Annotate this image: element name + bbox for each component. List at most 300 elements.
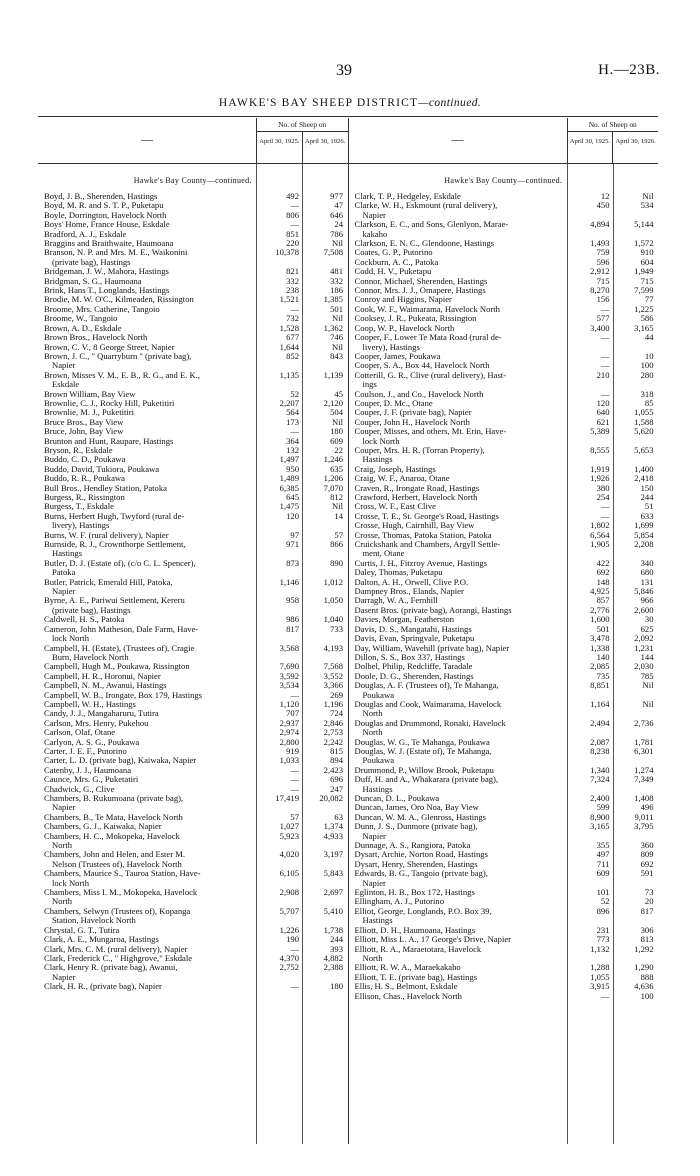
owner-name: Bridgman, S. G., Haumoana	[44, 275, 142, 286]
sheep-1925: —	[600, 501, 610, 512]
sheep-1926: 57	[334, 529, 343, 540]
sheep-1926: 1,292	[634, 943, 654, 954]
sheep-1926: 4,193	[323, 642, 343, 653]
sheep-1926: 47	[334, 200, 343, 211]
page-title	[0, 97, 700, 109]
owner-name: Drummond, P., Willow Brook, Puketapu	[354, 764, 494, 775]
sheep-1926: 1,246	[323, 454, 343, 465]
sheep-1926: 306	[640, 924, 654, 935]
owner-name: Catenby, J. J., Haumoana	[44, 764, 132, 775]
owner-name: Carlyon, A. S. G., Poukawa	[44, 736, 140, 747]
sheep-1926: 888	[640, 971, 654, 982]
owner-name: Couper, Mrs. H. R. (Torran Property), Hastings	[354, 444, 485, 465]
owner-name: Duff, H. and A., Whakarara (private bag), Hastings	[354, 774, 499, 794]
owner-name: Clark, H. R., (private bag), Napier	[44, 981, 162, 992]
sheep-1925: 254	[596, 492, 610, 502]
sheep-1925: 1,340	[590, 764, 610, 775]
sheep-1925: 97	[290, 529, 299, 540]
owner-name: Branson, N. P. and Mrs. M. E., Waikonini (private bag), Hastings	[44, 247, 188, 267]
owner-name: Broome, Mrs. Catherine, Tangoio	[44, 303, 160, 314]
sheep-1926: 910	[640, 247, 654, 258]
owner-name: Couper, D. Mc., Otane	[354, 397, 433, 408]
owner-name: Duncan, W. M. A., Glenross, Hastings	[354, 811, 487, 822]
sheep-1926: 724	[330, 708, 343, 719]
sheep-1925: 120	[286, 510, 299, 521]
owner-name: Cockburn, A. C., Patoka	[354, 256, 439, 267]
sheep-1925: —	[600, 990, 610, 1001]
sheep-1926: 10	[644, 350, 654, 361]
owner-name: Clark, Frederick C., " Highgrove," Eskdale	[44, 952, 193, 963]
sheep-1925: 1,132	[590, 943, 610, 954]
owner-name: Burgess, T., Eskdale	[44, 501, 114, 512]
sheep-1926: 2,208	[634, 539, 654, 550]
owner-name: Brown William, Bay View	[44, 388, 136, 399]
document-code: H.—23B.	[598, 62, 660, 78]
owner-name: Bridgeman, J. W., Mahora, Hastings	[44, 266, 169, 277]
sheep-1925: 1,475	[279, 501, 299, 512]
owner-name: Clark, Henry R. (private bag), Awanui, Napier	[44, 962, 178, 982]
header-col-1926: April 30, 1926.	[302, 132, 348, 163]
sheep-1926: 247	[330, 783, 343, 794]
sheep-1925: 5,923	[279, 830, 299, 841]
page-header	[0, 62, 700, 84]
sheep-1925: 2,752	[279, 962, 299, 973]
sheep-1925: —	[290, 219, 299, 230]
owner-name: Doole, D. G., Sherenden, Hastings	[354, 670, 474, 681]
sheep-1925: —	[290, 764, 299, 775]
sheep-1926: 5,846	[634, 586, 654, 597]
sheep-1926: 715	[640, 275, 654, 286]
sheep-1925: —	[600, 510, 610, 521]
owner-name: Burns, Herbert Hugh, Twyford (rural de- livery), Hastings	[44, 510, 185, 531]
sheep-1925: 12	[600, 191, 610, 201]
sheep-1925: —	[290, 943, 299, 954]
sheep-1925: 1,120	[279, 698, 299, 709]
sheep-1926: 100	[640, 360, 654, 371]
owner-name: Dalton, A. H., Orwell, Clive P.O.	[354, 576, 469, 587]
sheep-1925: 596	[596, 256, 610, 267]
sheep-1925: 621	[596, 416, 610, 427]
owner-name: Douglas, W. J. (Estate of), Te Mahanga, Poukawa	[354, 745, 492, 766]
owner-name: Chambers, John and Helen, and Ester M. Nelson (Trustees of), Havelock North	[44, 849, 186, 869]
sheep-1926: Nil	[332, 416, 343, 427]
sheep-1925: 17,419	[275, 793, 299, 803]
sheep-1926: 504	[330, 407, 343, 418]
sheep-1926: 1,588	[634, 416, 654, 427]
sheep-1925: 220	[286, 238, 299, 249]
sheep-1925: 873	[286, 557, 299, 568]
owner-name: Candy, J. J., Mangaharuru, Tutira	[44, 708, 159, 719]
sheep-1925: 2,085	[590, 661, 610, 672]
owner-name: Clarke, W. H., Eskmount (rural delivery), Napier	[354, 200, 498, 220]
owner-name: Butler, D. J. (Estate of), (c/o C. L. Spencer), Patoka	[44, 557, 196, 578]
owner-name: Brodie, M. W. O'C., Kilmeaden, Rissington	[44, 294, 194, 305]
sheep-1926: 1,225	[634, 303, 654, 314]
sheep-1926: 609	[330, 435, 343, 446]
owner-name: Day, William, Wavehill (private bag), Napier	[354, 642, 510, 653]
sheep-1926: 4,882	[323, 952, 343, 963]
sheep-1925: 1,926	[590, 473, 610, 484]
sheep-1926: 3,552	[323, 670, 343, 681]
sheep-1926: 625	[640, 623, 654, 634]
sheep-1925: 609	[596, 868, 610, 879]
owner-name: Chrystal, G. T., Tutira	[44, 924, 120, 935]
owner-name: Codd, H. V., Puketapu	[354, 266, 432, 277]
owner-name: Elliott, R. A., Maraetotara, Havelock North	[354, 943, 482, 963]
sheep-1925: 210	[596, 369, 610, 380]
sheep-1925: 4,370	[279, 952, 299, 963]
sheep-1925: —	[600, 388, 610, 399]
sheep-1925: 1,146	[279, 576, 299, 587]
sheep-1925: 852	[286, 350, 299, 361]
sheep-1925: 2,912	[590, 266, 610, 277]
owner-name: Caunce, Mrs. G., Puketatiri	[44, 774, 139, 785]
owner-name: Chambers, H. C., Mokopeka, Havelock North	[44, 830, 180, 851]
sheep-1926: 7,599	[634, 285, 654, 296]
sheep-1926: 2,092	[634, 633, 654, 644]
sheep-1925: 645	[286, 492, 299, 502]
sheep-1926: 5,653	[634, 444, 654, 455]
sheep-1926: 786	[330, 228, 343, 239]
sheep-1926: 7,349	[634, 774, 654, 785]
owner-name: Craig, Joseph, Hastings	[354, 463, 436, 474]
owner-name: Elliott, T. E. (private bag), Hastings	[354, 971, 478, 982]
owner-name: Davis, D. S., Mangatahi, Hastings	[354, 623, 472, 634]
owner-name: Dampney Bros., Elands, Napier	[354, 586, 464, 597]
header-col-1926: April 30, 1926.	[612, 132, 658, 163]
sheep-1926: 501	[330, 303, 343, 314]
sheep-1926: 2,423	[323, 764, 343, 775]
sheep-1926: 20,082	[319, 793, 343, 803]
sheep-1925: 101	[596, 887, 610, 898]
sheep-1925: —	[600, 332, 610, 343]
owner-name: Chambers, Maurice S., Tauroa Station, Have- lock North	[44, 868, 201, 888]
owner-name: Bruce, John, Bay View	[44, 426, 124, 437]
sheep-1926: 44	[644, 332, 654, 343]
sheep-1925: 190	[286, 934, 299, 945]
owner-name: Carter, J. E. F., Putorino	[44, 745, 127, 756]
sheep-1925: 1,600	[590, 614, 610, 625]
sheep-1926: 843	[330, 350, 343, 361]
sheep-1925: 1,497	[279, 454, 299, 465]
header-columns	[256, 118, 348, 163]
sheep-1925: 1,528	[279, 322, 299, 333]
owner-name: Chambers, Selwyn (Trustees of), Kopanga Station, Havelock North	[44, 905, 191, 926]
sheep-1925: 677	[286, 332, 299, 343]
sheep-1926: 680	[640, 567, 654, 578]
sheep-1926: 7,070	[323, 482, 343, 493]
sheep-1926: 100	[640, 990, 654, 1001]
sheep-1925: 332	[286, 275, 299, 286]
sheep-1926: 1,400	[634, 463, 654, 474]
sheep-1925: 3,915	[590, 981, 610, 992]
owner-name: Brownlie, M. J., Puketitiri	[44, 407, 134, 418]
sheep-1926: 30	[644, 614, 654, 625]
sheep-1926: Nil	[642, 191, 654, 201]
owner-name: Braggins and Braithwaite, Haumoana	[44, 238, 174, 249]
sheep-1926: 2,753	[323, 727, 343, 738]
sheep-1926: 815	[330, 745, 343, 756]
owner-name: Coop, W. P., Havelock North	[354, 322, 455, 333]
sheep-1926: 14	[334, 510, 343, 521]
sheep-1926: 817	[640, 905, 654, 916]
sheep-1925: —	[290, 774, 299, 785]
sheep-1926: Nil	[332, 313, 343, 324]
sheep-1925: 7,324	[590, 774, 610, 785]
sheep-1925: 1,055	[590, 971, 610, 982]
sheep-1925: 140	[596, 651, 610, 662]
owner-name: Douglas and Drummond, Ronaki, Havelock North	[354, 717, 506, 738]
sheep-1925: 707	[286, 708, 299, 719]
sheep-1925: 851	[286, 228, 299, 239]
owner-name: Campbell, W. H., Hastings	[44, 698, 136, 709]
owner-name: Clarkson, E. C., and Sons, Glenlyon, Marae- kakaho	[354, 219, 509, 239]
sheep-1925: 711	[596, 858, 610, 869]
sheep-1926: 1,374	[323, 821, 343, 832]
sheep-1925: —	[290, 426, 299, 437]
sheep-1925: 1,644	[279, 341, 299, 352]
owner-name: Crawford, Herbert, Havelock North	[354, 492, 478, 502]
sheep-1926: 2,388	[323, 962, 343, 973]
owner-name: Carlson, Mrs. Henry, Pukehou	[44, 717, 149, 728]
sheep-1925: —	[290, 303, 299, 314]
owner-name: Dunn, J. S., Dunmore (private bag), Napier	[354, 821, 478, 841]
sheep-1925: 2,207	[279, 397, 299, 408]
sheep-1926: 692	[640, 858, 654, 869]
owner-name: Chambers, G. J., Kaiwaka, Napier	[44, 821, 162, 832]
sheep-1926: 318	[640, 388, 654, 399]
sheep-1926: 746	[330, 332, 343, 343]
owner-name: Chambers, B. Rukumoana (private bag), Napier	[44, 793, 184, 813]
sheep-1925: 2,937	[279, 717, 299, 728]
sheep-1925: 4,894	[590, 219, 610, 230]
sheep-1925: 355	[596, 840, 610, 851]
sheep-1926: 1,290	[634, 962, 654, 973]
sheep-1925: 1,493	[590, 238, 610, 249]
owner-name: Campbell, W. B., Irongate, Box 179, Hastings	[44, 689, 203, 700]
sheep-1925: —	[290, 783, 299, 794]
owner-name: Conroy and Higgins, Napier	[354, 294, 452, 305]
owner-name: Dillon, S. S., Box 337, Hastings	[354, 651, 465, 662]
owner-name: Burns, W. F. (rural delivery), Napier	[44, 529, 169, 540]
sheep-1925: —	[600, 360, 610, 371]
sheep-1925: 1,521	[279, 294, 299, 305]
sheep-1926: 1,949	[634, 266, 654, 277]
owner-name: Craven, R., Irongate Road, Hastings	[354, 482, 480, 493]
sheep-1926: 1,362	[323, 322, 343, 333]
sheep-1925: 3,165	[590, 821, 610, 832]
sheep-1925: —	[290, 200, 299, 211]
owner-name: Brown, A. D., Eskdale	[44, 322, 122, 333]
sheep-1926: 186	[330, 285, 343, 296]
title-continued: —continued.	[418, 97, 482, 109]
sheep-1925: 156	[596, 294, 610, 305]
owner-name: Davis, Evan, Springvale, Puketapu	[354, 633, 475, 644]
sheep-1926: Nil	[332, 238, 343, 249]
sheep-1926: 5,854	[634, 529, 654, 540]
sheep-1926: 1,781	[634, 736, 654, 747]
table-body	[38, 164, 348, 1144]
sheep-1925: —	[600, 303, 610, 314]
sheep-1925: 52	[600, 896, 610, 907]
owner-name: Elliot, George, Longlands, P.O. Box 39, Hastings	[354, 905, 492, 926]
sheep-1925: 57	[290, 811, 299, 822]
sheep-1925: 173	[286, 416, 299, 427]
owner-name: Elliott, D. H., Haumoana, Hastings	[354, 924, 476, 935]
sheep-1925: 958	[286, 595, 299, 606]
owner-name: Cooper, S. A., Box 44, Havelock North	[354, 360, 490, 371]
sheep-1926: 3,366	[323, 680, 343, 691]
owner-name: Dolbel, Philip, Redcliffe, Taradale	[354, 661, 473, 672]
table-right-half	[348, 118, 659, 1144]
sheep-1926: 180	[330, 426, 343, 437]
owner-name: Bryson, R., Eskdale	[44, 444, 113, 455]
sheep-1926: 5,144	[634, 219, 654, 230]
sheep-1926: 1,572	[634, 238, 654, 249]
owner-name: Cruickshank and Chambers, Argyll Settle- ment, Otane	[354, 539, 501, 559]
owner-name: Curtis, J. H., Fitzroy Avenue, Hastings	[354, 557, 488, 568]
sheep-1925: 8,270	[590, 285, 610, 296]
sheep-1925: 2,974	[279, 727, 299, 738]
sheep-1925: 857	[596, 595, 610, 606]
sheep-1926: 696	[330, 774, 343, 785]
owner-name: Dysart, Henry, Sherenden, Hastings	[354, 858, 478, 869]
owner-name: Clark, T. P., Hedgeley, Eskdale	[354, 191, 461, 201]
sheep-1925: 817	[286, 623, 299, 634]
owner-name: Campbell, H. R., Horonui, Napier	[44, 670, 161, 681]
sheep-1925: 364	[286, 435, 299, 446]
sheep-1925: 1,919	[590, 463, 610, 474]
owner-name: Douglas, W. G., Te Mahanga, Poukawa	[354, 736, 490, 747]
sheep-1925: 7,690	[279, 661, 299, 672]
owner-name: Dysart, Archie, Norton Road, Hastings	[354, 849, 488, 860]
owner-name: Brunton and Hunt, Raupare, Hastings	[44, 435, 174, 446]
sheep-1926: 1,408	[634, 793, 654, 803]
sheep-1925: 950	[286, 463, 299, 474]
sheep-1926: 1,040	[323, 614, 343, 625]
sheep-1926: Nil	[642, 698, 654, 709]
sheep-1926: 4,636	[634, 981, 654, 992]
owner-name: Douglas and Cook, Waimarama, Havelock North	[354, 698, 502, 719]
sheep-1926: 866	[330, 539, 343, 550]
sheep-1926: 1,274	[634, 764, 654, 775]
owner-name: Clark, Mrs. C. M. (rural delivery), Napier	[44, 943, 188, 954]
sheep-1926: 496	[640, 802, 654, 813]
sheep-1926: 977	[330, 191, 343, 201]
sheep-1925: 8,238	[590, 745, 610, 756]
sheep-1926: 813	[640, 934, 654, 945]
sheep-1926: 269	[330, 689, 343, 700]
sheep-1926: 6,301	[634, 745, 654, 756]
sheep-1926: 2,242	[323, 736, 343, 747]
sheep-1925: 1,033	[279, 755, 299, 766]
owner-name: Coates, G. P., Putorino	[354, 247, 433, 258]
sheep-1926: 9,011	[634, 811, 654, 822]
page-number: 39	[336, 62, 352, 79]
owner-name: Caldwell, H. S., Patoka	[44, 614, 125, 625]
owner-name: Cooper, James, Poukawa	[354, 350, 441, 361]
sheep-1925: 1,802	[590, 520, 610, 531]
owner-name: Connor, Mrs. J. J., Omapere, Hastings	[354, 285, 486, 296]
sheep-1926: Nil	[642, 680, 654, 691]
owner-name: Burgess, R., Rissington	[44, 492, 125, 502]
sheep-1925: 3,478	[590, 633, 610, 644]
sheep-1926: 586	[640, 313, 654, 324]
sheep-1925: 6,385	[279, 482, 299, 493]
owner-name: Boys' Home, France House, Eskdale	[44, 219, 170, 230]
sheep-1926: 890	[330, 557, 343, 568]
sheep-1925: 10,378	[275, 247, 299, 258]
owner-name: Cameron, John Matheson, Dale Farm, Have- lock North	[44, 623, 199, 644]
sheep-table	[38, 118, 658, 1144]
sheep-1925: 5,707	[279, 905, 299, 916]
sheep-1926: 646	[330, 209, 343, 220]
sheep-1925: 1,027	[279, 821, 299, 832]
header-sheep-on: No. of Sheep on	[568, 118, 659, 132]
owner-name: Douglas, A. F. (Trustees of), Te Mahanga, Poukawa	[354, 680, 499, 700]
table-body	[349, 164, 659, 1144]
owner-name: Campbell, Hugh M., Poukawa, Rissington	[44, 661, 190, 672]
sheep-1925: 2,087	[590, 736, 610, 747]
owner-name: Brown, C. V., 8 George Street, Napier	[44, 341, 175, 352]
table-left-half	[38, 118, 348, 1144]
sheep-1926: 1,055	[634, 407, 654, 418]
sheep-1926: 1,385	[323, 294, 343, 305]
sheep-1925: 3,534	[279, 680, 299, 691]
sheep-1925: 3,568	[279, 642, 299, 653]
sheep-1925: 1,905	[590, 539, 610, 550]
sheep-1926: 45	[334, 388, 343, 399]
sheep-1925: 380	[596, 482, 610, 493]
owner-name: Byrne, A. E., Pariwui Settlement, Kereru (private bag), Hastings	[44, 595, 185, 615]
sheep-1925: 132	[286, 444, 299, 455]
owner-name: Eglinton, H. B., Box 172, Hastings	[354, 887, 475, 898]
owner-name: Chambers, B., Te Mata, Havelock North	[44, 811, 183, 822]
sheep-1925: 692	[596, 567, 610, 578]
sheep-1925: 8,900	[590, 811, 610, 822]
sheep-1926: 2,120	[323, 397, 343, 408]
sheep-1926: 360	[640, 840, 654, 851]
header-col-1925: April 30, 1925.	[569, 138, 611, 145]
sheep-1925: —	[290, 689, 299, 700]
sheep-1926: 2,030	[634, 661, 654, 672]
sheep-1925: 1,226	[279, 924, 299, 935]
owner-name: Connor, Michael, Sherenden, Hastings	[354, 275, 488, 286]
sheep-1926: Nil	[332, 501, 343, 512]
sheep-1925: 919	[286, 745, 299, 756]
sheep-1926: 22	[334, 444, 343, 455]
sheep-1926: 85	[644, 397, 654, 408]
owner-name: Crosse, Thomas, Patoka Station, Patoka	[354, 529, 492, 540]
sheep-1926: 966	[640, 595, 654, 606]
sheep-1925: 4,925	[590, 586, 610, 597]
sheep-1925: 1,164	[590, 698, 610, 709]
owner-name: Elliott, R. W. A., Maraekakaho	[354, 962, 461, 973]
sheep-1926: 77	[644, 294, 654, 305]
sheep-1926: 131	[640, 576, 654, 587]
sheep-1925: —	[290, 981, 299, 992]
sheep-1926: 73	[644, 887, 654, 898]
sheep-1925: 450	[596, 200, 610, 211]
owner-name: Duncan, D. L., Poukawa	[354, 793, 440, 803]
sheep-1925: 1,135	[279, 369, 299, 380]
owner-name: Davies, Morgan, Featherston	[354, 614, 455, 625]
sheep-1926: 63	[334, 811, 343, 822]
table-header	[38, 118, 348, 164]
sheep-1926: 2,846	[323, 717, 343, 728]
sheep-1925: 8,851	[590, 680, 610, 691]
sheep-1926: 1,231	[634, 642, 654, 653]
